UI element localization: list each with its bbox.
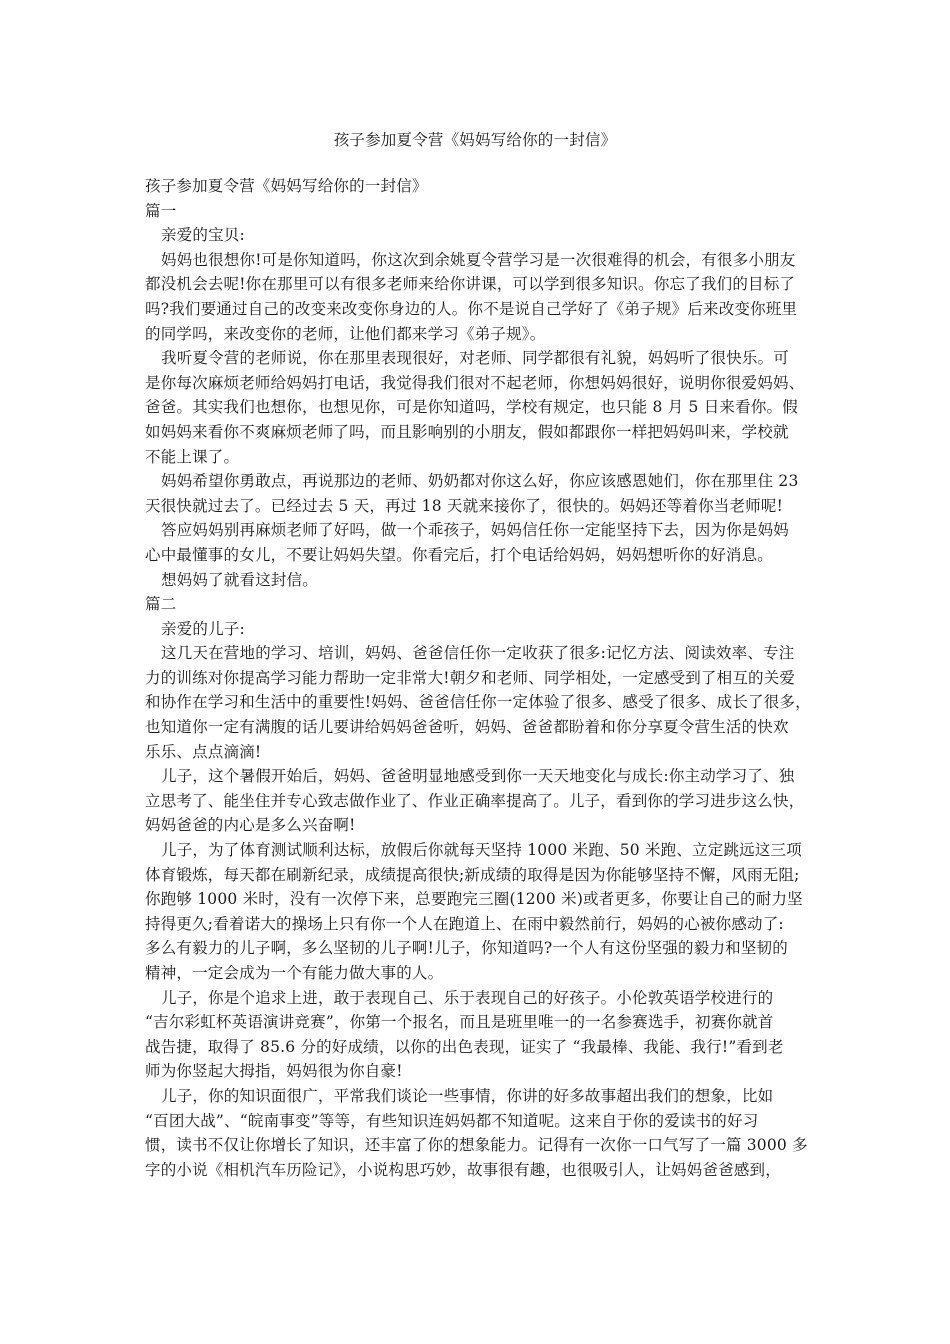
text-line: 都没机会去呢!你在那里可以有很多老师来给你讲课，可以学到很多知识。你忘了我们的目标了 <box>145 275 796 294</box>
text-line: 立思考了、能坐住并专心致志做作业了、作业正确率提高了。儿子，看到你的学习进步这么快， <box>145 791 805 810</box>
text-line: 和协作在学习和生活中的重要性!妈妈、爸爸信任你一定体验了很多、感受了很多、成长了很多， <box>145 693 811 712</box>
text-line: 力的训练对你提高学习能力帮助一定非常大!朝夕和老师、同学相处，一定感受到了相互的关爱 <box>145 668 796 687</box>
text-line: 这几天在营地的学习、培训，妈妈、爸爸信任你一定收获了很多:记忆方法、阅读效率、专注 <box>161 644 795 663</box>
text-line: 妈妈希望你勇敢点，再说那边的老师、奶奶都对你这么好，你应该感恩她们，你在那里住 23 <box>161 472 799 491</box>
text-line: 妈妈也很想你!可是你知道吗，你这次到余姚夏令营学习是一次很难得的机会，有很多小朋友 <box>161 250 796 269</box>
document-title: 孩子参加夏令营《妈妈写给你的一封信》 <box>333 131 617 149</box>
text-line: 篇二 <box>145 595 177 614</box>
text-line: 亲爱的儿子: <box>161 619 245 638</box>
text-line: 答应妈妈别再麻烦老师了好吗，做一个乖孩子，妈妈信任你一定能坚持下去，因为你是妈妈 <box>161 521 790 540</box>
text-line: 师为你竖起大拇指，妈妈很为你自豪! <box>145 1062 403 1081</box>
text-line: 精神，一定会成为一个有能力做大事的人。 <box>145 964 444 982</box>
text-line: 篇一 <box>145 201 177 220</box>
text-line: 我听夏令营的老师说，你在那里表现很好，对老师、同学都很有礼貌，妈妈听了很快乐。可 <box>161 349 790 368</box>
text-line: “百团大战”、“皖南事变”等等，有些知识连妈妈都不知道呢。这来自于你的爱读书的好习 <box>145 1111 759 1130</box>
text-line: 亲爱的宝贝: <box>161 226 245 245</box>
text-line: “吉尔彩虹杯英语演讲竞赛”，你第一个报名，而且是班里唯一的一名参赛选手，初赛你就首 <box>145 1013 774 1032</box>
text-line: 惯，读书不仅让你增长了知识，还丰富了你的想象能力。记得有一次你一口气写了一篇 3000 多 <box>145 1136 808 1155</box>
text-line: 乐乐、点点滴滴! <box>145 742 262 761</box>
text-line: 是你每次麻烦老师给妈妈打电话，我觉得我们很对不起老师，你想妈妈很好，说明你很爱妈妈、 <box>145 373 805 392</box>
text-line: 儿子，你是个追求上进，敢于表现自己、乐于表现自己的好孩子。小伦敦英语学校进行的 <box>161 988 774 1007</box>
text-line: 战告捷，取得了 85.6 分的好成绩，以你的出色表现，证实了 “我最棒、我能、我行!”看到老 <box>145 1037 784 1056</box>
text-line: 字的小说《相机汽车历险记》，小说构思巧妙，故事很有趣，也很吸引人，让妈妈爸爸感到， <box>145 1160 781 1179</box>
document-body <box>145 174 813 1182</box>
text-line: 孩子参加夏令营《妈妈写给你的一封信》 <box>145 177 428 195</box>
text-line: 儿子，为了体育测试顺利达标，放假后你就每天坚持 1000 米跑、50 米跑、立定跳远这三项 <box>161 841 802 860</box>
text-line: 妈妈爸爸的内心是多么兴奋啊! <box>145 816 356 835</box>
text-line: 吗?我们要通过自己的改变来改变你身边的人。你不是说自己学好了《弟子规》后来改变你班里 <box>145 299 798 318</box>
text-line: 爸爸。其实我们也想你，也想见你，可是你知道吗，学校有规定，也只能 8 月 5 日来看你。假 <box>145 398 798 417</box>
text-line: 不能上课了。 <box>145 447 240 466</box>
text-line: 体育锻炼，每天都在刷新纪录，成绩提高很快;新成绩的取得是因为你能够坚持不懈，风雨无阻; <box>145 865 800 884</box>
text-line: 天很快就过去了。已经过去 5 天，再过 18 天就来接你了，很快的。妈妈还等着你当老师呢! <box>145 496 784 515</box>
text-line: 如妈妈来看你不爽麻烦老师了吗，而且影响别的小朋友，假如都跟你一样把妈妈叫来，学校就 <box>145 422 789 441</box>
text-line: 儿子，你的知识面很广，平常我们谈论一些事情，你讲的好多故事超出我们的想象，比如 <box>161 1086 774 1105</box>
text-line: 想妈妈了就看这封信。 <box>161 570 319 589</box>
text-line: 的同学吗，来改变你的老师，让他们都来学习《弟子规》。 <box>145 324 546 343</box>
text-line: 也知道你一定有满腹的话儿要讲给妈妈爸爸听，妈妈、爸爸都盼着和你分享夏令营生活的快欢 <box>145 718 789 737</box>
text-line: 儿子，这个暑假开始后，妈妈、爸爸明显地感受到你一天天地变化与成长:你主动学习了、独 <box>161 767 795 786</box>
text-line: 多么有毅力的儿子啊，多么坚韧的儿子啊!儿子，你知道吗?一个人有这份坚强的毅力和坚韧的 <box>145 939 788 958</box>
text-line: 你跑够 1000 米时，没有一次停下来，总要跑完三圈(1200 米)或者更多，你要让自己的耐力坚 <box>145 890 803 909</box>
text-line: 持得更久;看着诺大的操场上只有你一个人在跑道上、在雨中毅然前行，妈妈的心被你感动了: <box>145 914 784 933</box>
text-line: 心中最懂事的女儿，不要让妈妈失望。你看完后，打个电话给妈妈，妈妈想听你的好消息。 <box>145 545 774 564</box>
